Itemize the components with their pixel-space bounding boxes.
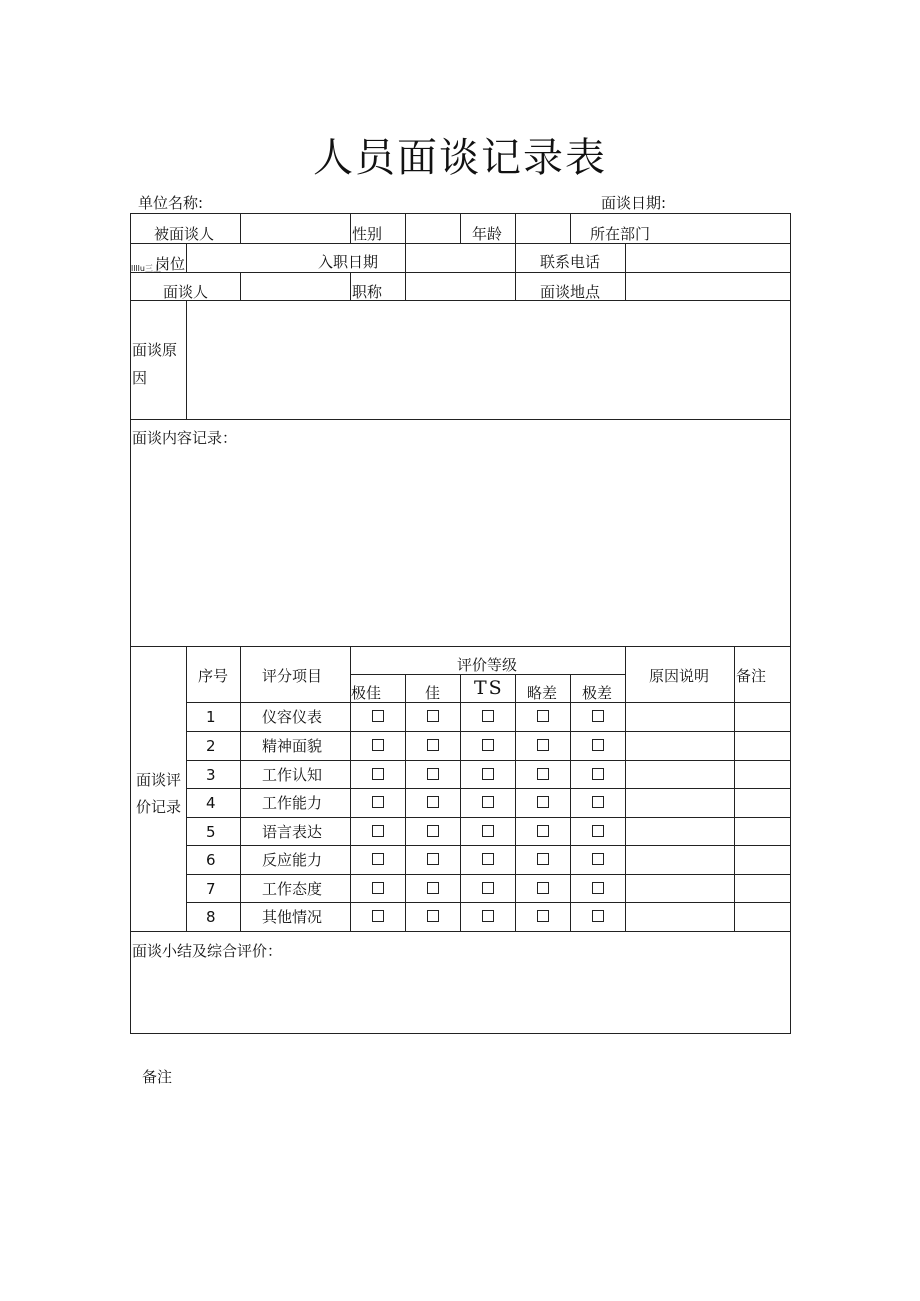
remark-cell[interactable] [735,903,790,931]
row-number: 8 [206,908,216,926]
evaluation-section-line1: 面谈评 [136,771,182,789]
page-title: 人员面谈记录表 [313,135,607,181]
col-item-header: 评分项目 [262,667,323,685]
phone-label: 联系电话 [540,253,601,271]
reason-label-line1: 面谈原 [132,341,178,359]
evaluation-section-line2: 价记录 [136,798,182,816]
grade-checkbox-极佳[interactable] [372,768,384,780]
row-item: 仪容仪表 [262,708,323,726]
col-remark-header: 备注 [736,667,767,685]
reason-label-line2: 因 [132,369,148,387]
grade-checkbox-略差[interactable] [537,768,549,780]
grade-checkbox-极差[interactable] [592,739,604,751]
grade-checkbox-极差[interactable] [592,910,604,922]
grade-checkbox-佳[interactable] [427,796,439,808]
department-label: 所在部门 [590,225,651,243]
reason-cell[interactable] [626,903,734,931]
grade-checkbox-极差[interactable] [592,882,604,894]
grade-ts: TS [474,677,504,699]
age-label: 年龄 [472,225,503,243]
remark-cell[interactable] [735,761,790,789]
grade-checkbox-极差[interactable] [592,768,604,780]
row-item: 工作能力 [262,794,323,812]
remark-cell[interactable] [735,789,790,817]
footer-remark: 备注 [142,1068,173,1086]
grade-checkbox-佳[interactable] [427,825,439,837]
reason-cell[interactable] [626,732,734,760]
grade-checkbox-TS[interactable] [482,710,494,722]
grade-checkbox-略差[interactable] [537,825,549,837]
hire-date-label: 入职日期 [318,253,379,271]
grade-checkbox-佳[interactable] [427,853,439,865]
interviewee-label: 被面谈人 [154,225,215,243]
col-no-header: 序号 [198,667,229,685]
remark-cell[interactable] [735,875,790,903]
row-number: 4 [206,794,216,812]
position-prefix-mark: llllu三丄 [131,264,161,273]
grade-checkbox-极佳[interactable] [372,910,384,922]
grade-checkbox-极佳[interactable] [372,739,384,751]
remark-cell[interactable] [735,703,790,731]
position-label: 岗位 [155,255,186,273]
content-record-label: 面谈内容记录： [132,429,238,447]
grade-checkbox-略差[interactable] [537,882,549,894]
reason-cell[interactable] [626,846,734,874]
row-number: 2 [206,737,216,755]
row-number: 5 [206,823,216,841]
grade-checkbox-佳[interactable] [427,910,439,922]
reason-cell[interactable] [626,703,734,731]
gender-label: 性别 [352,225,383,243]
grade-checkbox-略差[interactable] [537,710,549,722]
grade-checkbox-极佳[interactable] [372,710,384,722]
grade-checkbox-TS[interactable] [482,739,494,751]
row-item: 工作认知 [262,766,323,784]
row-number: 3 [206,766,216,784]
job-title-label: 职称 [352,283,383,301]
col-reason-header: 原因说明 [649,667,710,685]
grade-checkbox-TS[interactable] [482,910,494,922]
grade-good: 佳 [425,684,441,702]
location-label: 面谈地点 [540,283,601,301]
grade-checkbox-佳[interactable] [427,882,439,894]
grade-checkbox-极佳[interactable] [372,825,384,837]
grade-excellent: 极佳 [351,684,382,702]
reason-cell[interactable] [626,875,734,903]
col-grade-header: 评价等级 [457,656,518,674]
reason-cell[interactable] [626,818,734,846]
interviewer-label: 面谈人 [163,283,209,301]
grade-checkbox-极差[interactable] [592,853,604,865]
row-number: 1 [206,708,216,726]
grade-checkbox-佳[interactable] [427,710,439,722]
grade-checkbox-极佳[interactable] [372,853,384,865]
grade-checkbox-TS[interactable] [482,825,494,837]
grade-checkbox-略差[interactable] [537,910,549,922]
grade-checkbox-极佳[interactable] [372,882,384,894]
reason-cell[interactable] [626,789,734,817]
grade-checkbox-极差[interactable] [592,825,604,837]
grade-checkbox-TS[interactable] [482,882,494,894]
summary-label: 面谈小结及综合评价： [132,942,283,960]
grade-checkbox-TS[interactable] [482,853,494,865]
reason-cell[interactable] [626,761,734,789]
unit-name-label: 单位名称: [138,194,204,212]
grade-checkbox-极佳[interactable] [372,796,384,808]
remark-cell[interactable] [735,818,790,846]
row-item: 反应能力 [262,851,323,869]
remark-cell[interactable] [735,732,790,760]
grade-fair: 略差 [527,684,558,702]
grade-poor: 极差 [582,684,613,702]
row-item: 语言表达 [262,823,323,841]
remark-cell[interactable] [735,846,790,874]
row-number: 6 [206,851,216,869]
grade-checkbox-略差[interactable] [537,796,549,808]
grade-checkbox-极差[interactable] [592,796,604,808]
grade-checkbox-略差[interactable] [537,739,549,751]
grade-checkbox-TS[interactable] [482,796,494,808]
grade-checkbox-佳[interactable] [427,739,439,751]
grade-checkbox-极差[interactable] [592,710,604,722]
grade-checkbox-TS[interactable] [482,768,494,780]
row-item: 精神面貌 [262,737,323,755]
grade-checkbox-略差[interactable] [537,853,549,865]
grade-checkbox-佳[interactable] [427,768,439,780]
interview-date-label: 面谈日期: [601,194,667,212]
row-number: 7 [206,880,216,898]
row-item: 其他情况 [262,908,323,926]
row-item: 工作态度 [262,880,323,898]
